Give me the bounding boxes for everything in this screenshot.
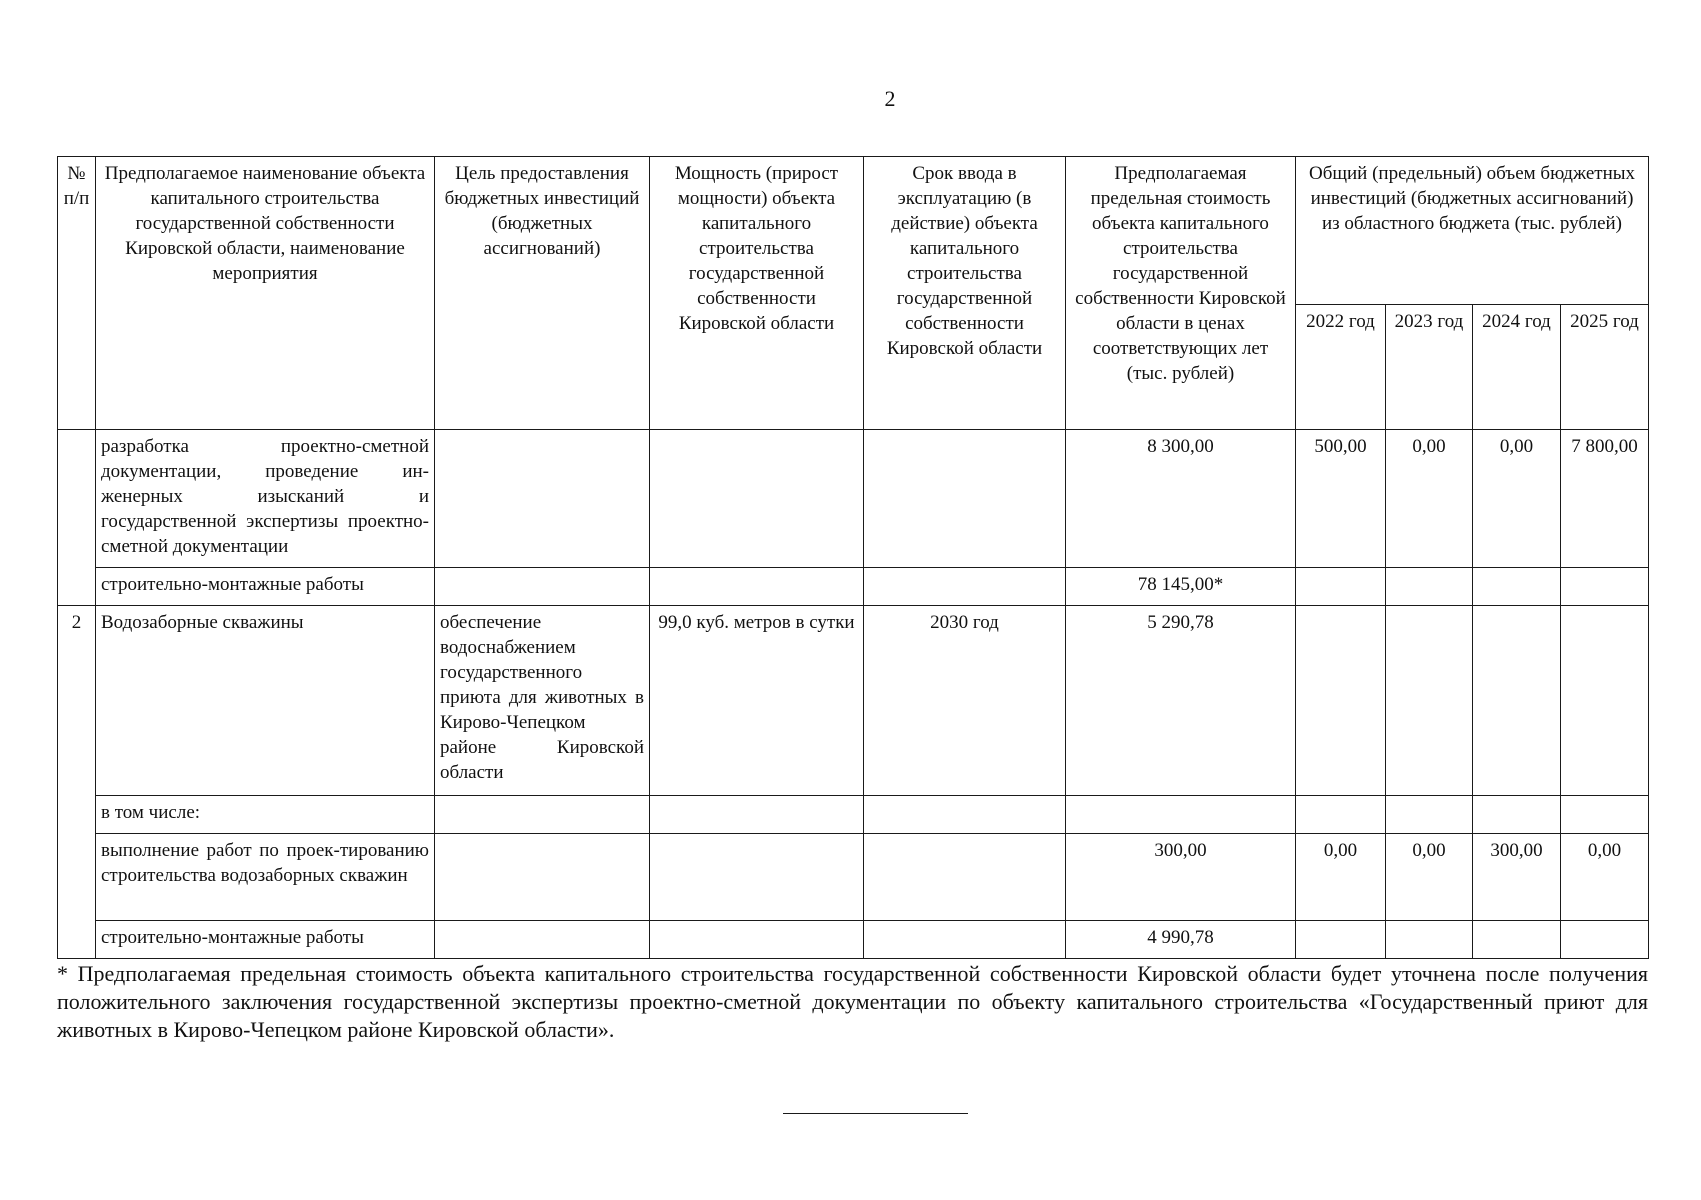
row-cost: 5 290,78 [1066, 606, 1296, 796]
row-number: 2 [58, 606, 96, 959]
row-cost [1066, 796, 1296, 834]
header-total-investment: Общий (предельный) объем бюджетных инвестиций (бюджетных ассигнований) из областного бюджета (тыс. рублей) [1296, 157, 1649, 305]
row-commission [864, 834, 1066, 921]
row-cost: 78 145,00* [1066, 568, 1296, 606]
table-row [58, 430, 1649, 568]
row-name: в том числе: [96, 796, 435, 834]
row-2022 [1296, 606, 1386, 796]
row-2024 [1473, 921, 1561, 959]
row-2022: 500,00 [1296, 430, 1386, 568]
row-capacity [650, 568, 864, 606]
row-capacity [650, 834, 864, 921]
table-row [58, 568, 1649, 606]
row-purpose [435, 430, 650, 568]
row-capacity [650, 796, 864, 834]
row-2023 [1386, 921, 1473, 959]
row-2025 [1561, 606, 1649, 796]
row-name: строительно-монтажные работы [96, 568, 435, 606]
row-commission [864, 796, 1066, 834]
row-2022 [1296, 568, 1386, 606]
row-2023: 0,00 [1386, 430, 1473, 568]
table-row [58, 796, 1649, 834]
row-purpose [435, 921, 650, 959]
row-2023 [1386, 606, 1473, 796]
row-capacity: 99,0 куб. метров в сутки [650, 606, 864, 796]
row-cost: 300,00 [1066, 834, 1296, 921]
header-commission-date: Срок ввода в эксплуатацию (в действие) объекта капитального строительства государственной собственности Кировской области [864, 157, 1066, 430]
header-num: № п/п [58, 157, 96, 430]
header-purpose: Цель предоставления бюджетных инвестиций (бюджетных ассигнований) [435, 157, 650, 430]
row-2025: 7 800,00 [1561, 430, 1649, 568]
row-2024: 300,00 [1473, 834, 1561, 921]
row-name: выполнение работ по проек-тированию строительства водозаборных скважин [96, 834, 435, 921]
end-of-document-rule [783, 1113, 968, 1114]
row-purpose [435, 834, 650, 921]
row-2023: 0,00 [1386, 834, 1473, 921]
header-name: Предполагаемое наименование объекта капитального строительства государственной собственности Кировской области, наименование мероприятия [96, 157, 435, 430]
row-2022 [1296, 796, 1386, 834]
header-cost: Предполагаемая предельная стоимость объекта капитального строительства государственной собственности Кировской области в ценах соответствующих лет (тыс. рублей) [1066, 157, 1296, 430]
row-commission: 2030 год [864, 606, 1066, 796]
header-year-2024: 2024 год [1473, 305, 1561, 430]
table-row [58, 921, 1649, 959]
row-2025 [1561, 921, 1649, 959]
table-row [58, 606, 1649, 796]
row-2025: 0,00 [1561, 834, 1649, 921]
row-2022: 0,00 [1296, 834, 1386, 921]
row-cost: 8 300,00 [1066, 430, 1296, 568]
row-commission [864, 568, 1066, 606]
header-year-2023: 2023 год [1386, 305, 1473, 430]
row-2024 [1473, 606, 1561, 796]
row-capacity [650, 921, 864, 959]
row-purpose [435, 568, 650, 606]
row-2023 [1386, 568, 1473, 606]
row-2025 [1561, 568, 1649, 606]
row-cost: 4 990,78 [1066, 921, 1296, 959]
row-capacity [650, 430, 864, 568]
row-name: разработка проектно-сметной документации, проведение ин-женерных изысканий и государственной экспертизы проектно-сметной документации [96, 430, 435, 568]
row-2022 [1296, 921, 1386, 959]
row-purpose: обеспечение водоснабжением государственного приюта для животных в Кирово-Чепецком районе Кировской области [435, 606, 650, 796]
footnote: * Предполагаемая предельная стоимость объекта капитального строительства государственной собственности Кировской области будет уточнена после получения положительного заключения государственной экспертизы проектно-сметной документации по объекту капитального строительства «Государственный приют для животных в Кирово-Чепецком районе Кировской области». [57, 961, 1648, 1042]
row-number [58, 430, 96, 606]
row-2024 [1473, 568, 1561, 606]
table-row [58, 834, 1649, 921]
row-commission [864, 430, 1066, 568]
row-purpose [435, 796, 650, 834]
row-2023 [1386, 796, 1473, 834]
page-number: 2 [884, 86, 896, 111]
row-commission [864, 921, 1066, 959]
row-name: Водозаборные скважины [96, 606, 435, 796]
header-capacity: Мощность (прирост мощности) объекта капитального строительства государственной собственности Кировской области [650, 157, 864, 430]
header-year-2025: 2025 год [1561, 305, 1649, 430]
budget-investment-table [57, 156, 1649, 959]
row-2025 [1561, 796, 1649, 834]
row-2024 [1473, 796, 1561, 834]
header-year-2022: 2022 год [1296, 305, 1386, 430]
row-2024: 0,00 [1473, 430, 1561, 568]
row-name: строительно-монтажные работы [96, 921, 435, 959]
